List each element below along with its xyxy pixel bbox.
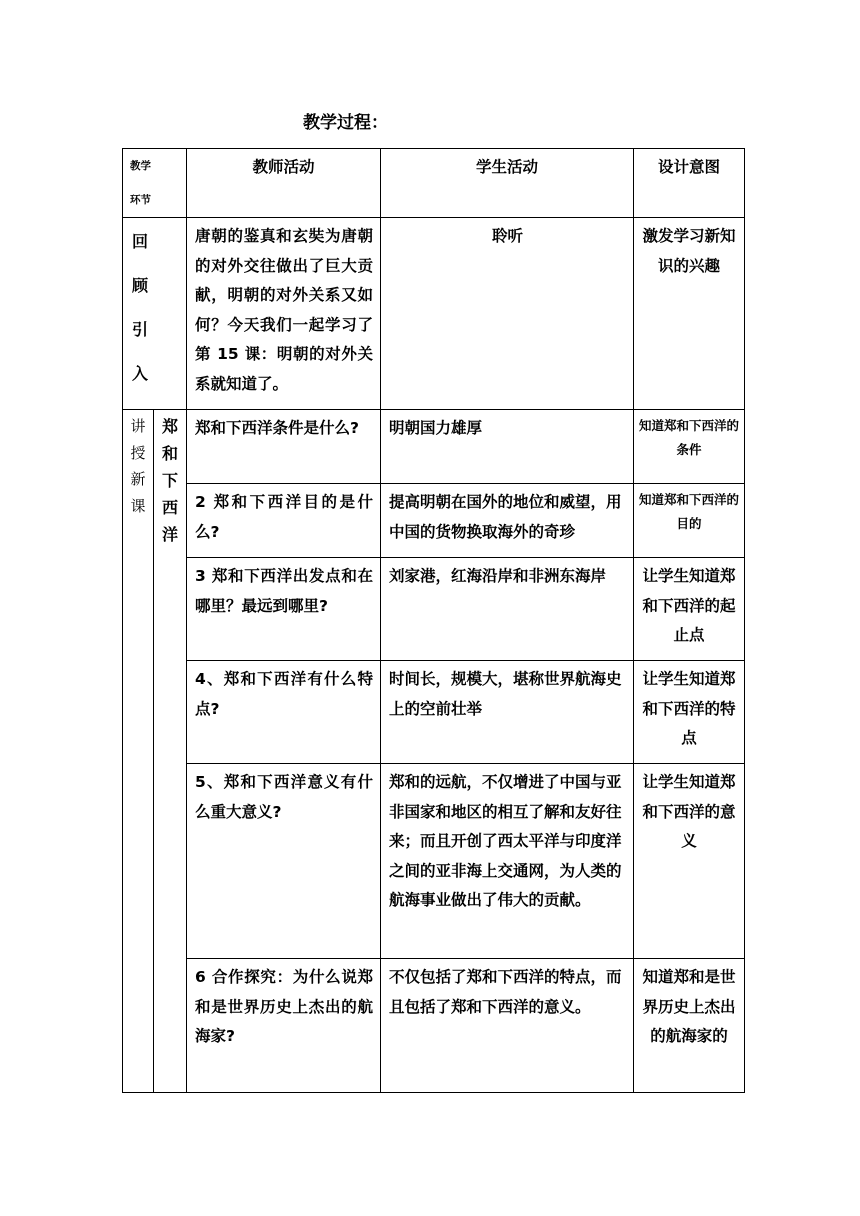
- review-row: [123, 218, 745, 410]
- lesson-student: 时间长，规模大，堪称世界航海史上的空前壮举: [381, 661, 634, 764]
- header-teacher: 教师活动: [187, 149, 381, 218]
- lesson-topic-char: 郑: [161, 417, 178, 436]
- lesson-design: 知道郑和是世界历史上杰出的航海家的: [634, 959, 745, 1093]
- lesson-row: [123, 558, 745, 661]
- review-stage-char: 入: [132, 364, 149, 383]
- lesson-stage-char: 新: [130, 470, 146, 488]
- lesson-teacher: 4、郑和下西洋有什么特点?: [187, 661, 381, 764]
- lesson-stage: [123, 410, 154, 1093]
- review-design: 激发学习新知识的兴趣: [634, 218, 745, 410]
- lesson-teacher: 5、郑和下西洋意义有什么重大意义?: [187, 764, 381, 959]
- lesson-teacher: 6 合作探究：为什么说郑和是世界历史上杰出的航海家?: [187, 959, 381, 1093]
- lesson-student: 明朝国力雄厚: [381, 410, 634, 484]
- lesson-design: 让学生知道郑和下西洋的意义: [634, 764, 745, 959]
- lesson-topic: [154, 410, 187, 1093]
- lesson-stage-char: 讲: [130, 417, 146, 435]
- lesson-topic-char: 和: [161, 444, 178, 463]
- lesson-teacher: 3 郑和下西洋出发点和在哪里？最远到哪里?: [187, 558, 381, 661]
- lesson-student: 提高明朝在国外的地位和威望，用中国的货物换取海外的奇珍: [381, 484, 634, 558]
- lesson-design: 让学生知道郑和下西洋的起止点: [634, 558, 745, 661]
- lesson-row: [123, 410, 745, 484]
- lesson-design: 让学生知道郑和下西洋的特点: [634, 661, 745, 764]
- lesson-design: 知道郑和下西洋的条件: [634, 410, 745, 484]
- review-student: 聆听: [381, 218, 634, 410]
- header-row: [123, 149, 745, 218]
- review-stage-char: 回: [132, 232, 149, 251]
- header-stage-line2: 环节: [130, 194, 151, 206]
- lesson-row: [123, 661, 745, 764]
- header-student: 学生活动: [381, 149, 634, 218]
- review-teacher: 唐朝的鉴真和玄奘为唐朝的对外交往做出了巨大贡献，明朝的对外关系又如何？今天我们一起学习了第 15 课：明朝的对外关系就知道了。: [187, 218, 381, 410]
- review-stage-char: 引: [132, 320, 149, 339]
- lesson-stage-char: 授: [130, 443, 146, 462]
- lesson-student: 刘家港，红海沿岸和非洲东海岸: [381, 558, 634, 661]
- lesson-row: [123, 959, 745, 1093]
- lesson-student: 郑和的远航，不仅增进了中国与亚非国家和地区的相互了解和友好往来；而且开创了西太平洋与印度洋之间的亚非海上交通网，为人类的航海事业做出了伟大的贡献。: [381, 764, 634, 959]
- page-heading: 教学过程：: [303, 113, 388, 133]
- header-stage-line1: 教学: [130, 160, 151, 172]
- lesson-design: 知道郑和下西洋的目的: [634, 484, 745, 558]
- lesson-teacher: 郑和下西洋条件是什么?: [187, 410, 381, 484]
- header-design: 设计意图: [634, 149, 745, 218]
- lesson-stage-char: 课: [130, 496, 146, 515]
- lesson-teacher: 2 郑和下西洋目的是什么?: [187, 484, 381, 558]
- lesson-plan-table: [122, 148, 745, 1093]
- lesson-row: [123, 484, 745, 558]
- lesson-row: [123, 764, 745, 959]
- header-stage: [123, 149, 187, 218]
- lesson-topic-char: 洋: [161, 525, 178, 544]
- lesson-student: 不仅包括了郑和下西洋的特点，而且包括了郑和下西洋的意义。: [381, 959, 634, 1093]
- review-stage: [123, 218, 187, 410]
- lesson-topic-char: 下: [161, 471, 178, 490]
- review-stage-char: 顾: [132, 276, 149, 295]
- lesson-topic-char: 西: [161, 498, 178, 517]
